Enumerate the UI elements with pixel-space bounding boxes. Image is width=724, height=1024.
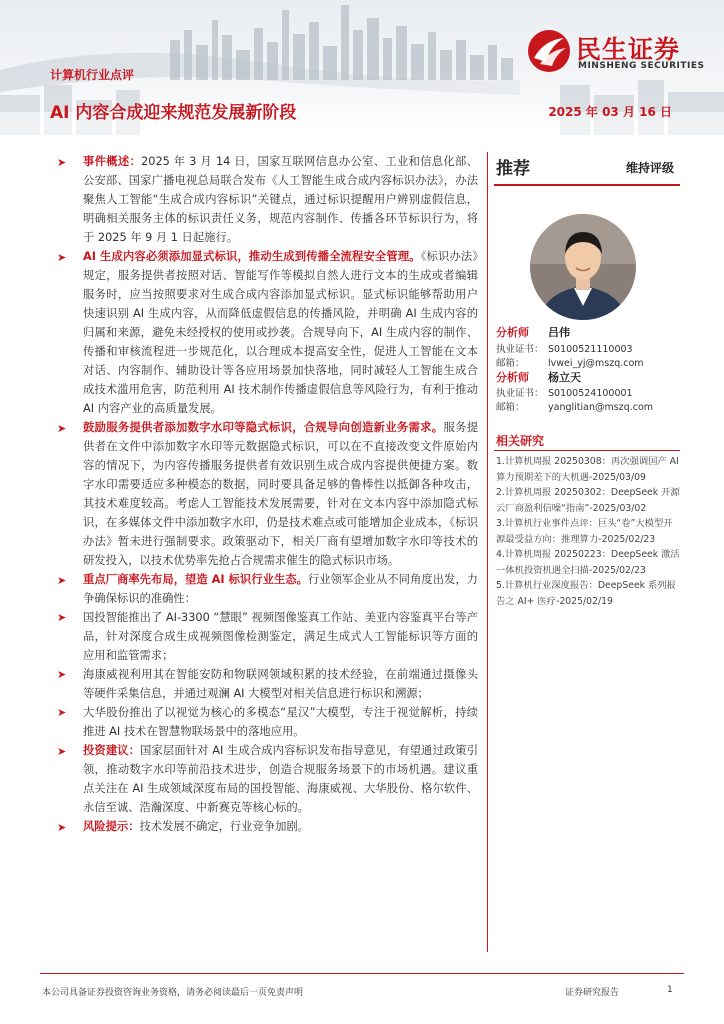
analyst-role: 分析师: [496, 371, 529, 384]
related-research-item[interactable]: 1.计算机周报 20250308：再次强调国产 AI 算力预期差下的大机遇-2025/03/09: [496, 456, 679, 483]
arrow-bullet-icon: ➤: [57, 422, 67, 435]
logo-chinese-name: 民生证券: [576, 35, 681, 64]
cert-number: S0100521110003: [548, 344, 633, 355]
analyst-1-cert-row: [496, 341, 633, 355]
paragraph-text: 技术发展不确定，行业竞争加剧。: [139, 820, 309, 833]
report-date: 2025 年 03 月 16 日: [548, 105, 672, 119]
logo-english-name: MINSHENG SECURITIES: [578, 61, 705, 71]
arrow-bullet-icon: ➤: [57, 611, 67, 624]
analyst-photo: [530, 214, 636, 320]
footer-disclaimer: 本公司具备证券投资咨询业务资格，请务必阅读最后一页免责声明: [42, 988, 304, 998]
sub-item-guotou: [53, 608, 478, 665]
column-divider: [487, 152, 488, 952]
report-category: 计算机行业点评: [50, 68, 135, 82]
analyst-2-email-row: [496, 399, 653, 413]
footer-divider: [40, 973, 684, 974]
arrow-bullet-icon: ➤: [57, 668, 67, 681]
paragraph-key-vendors: [53, 570, 478, 608]
cert-number: S0100524100001: [548, 388, 633, 399]
minsheng-logo-icon: [526, 28, 572, 74]
related-research-item[interactable]: 5.计算机行业深度报告：DeepSeek 系列报告之 AI+ 医疗-2025/02/19: [496, 580, 676, 607]
related-research-item[interactable]: 2.计算机周报 20250302：DeepSeek 开源云厂商盈利信噪“指南”-2025/03/02: [496, 487, 680, 514]
sub-item-dahua: [53, 703, 478, 741]
paragraph-label: 事件概述：: [83, 155, 142, 168]
analyst-2-name-row: [496, 369, 581, 385]
paragraph-text: 国家层面针对 AI 生成合成内容标识发布指导意见，有望通过政策引领，推动数字水印等前沿技术进步，创造合规服务场景下的市场机遇。建议重点关注在 AI 生成领域深度布局的国投智能、海康威视、大华股份、格尔软件、永信至诚、浩瀚深度、中新赛克等核心标的。: [83, 744, 478, 814]
analyst-name: 吕伟: [548, 326, 570, 339]
company-logo: [526, 28, 706, 78]
analyst-email[interactable]: yanglitian@mszq.com: [548, 402, 654, 413]
paragraph-text: 服务提供者在文件中添加数字水印等元数据隐式标识，可以在不直接改变文件原始内容的情况下，为内容传播服务提供者有效识别生成合成内容提供便捷方案。数字水印需要适应多种模态的数据，同时要具备足够的鲁棒性以抵御各种攻击，其技术难度较高。考虑人工智能技术发展需要，针对在文本内容中添加隐式标识，在多媒体文件中添加数字水印，仍是技术难点或可能增加企业成本，《标识办法》暂未进行强制要求。政策驱动下，相关厂商有望增加数字水印等技术的研发投入，以技术优势率先抢占合规需求催生的隐式标识市场。: [83, 421, 478, 567]
report-header: [0, 0, 724, 135]
email-label: 邮箱：: [496, 358, 525, 369]
arrow-bullet-icon: ➤: [57, 156, 67, 169]
analyst-portrait-image: [530, 214, 636, 320]
paragraph-watermark: [53, 418, 478, 570]
recommendation: 推荐: [496, 159, 530, 179]
sidebar: [494, 152, 680, 607]
report-body: [53, 152, 478, 836]
arrow-bullet-icon: ➤: [57, 574, 67, 587]
related-research-title: 相关研究: [496, 434, 545, 448]
paragraph-label: 重点厂商率先布局，望造 AI 标识行业生态。: [83, 573, 308, 586]
sub-item-text: 大华股份推出了以视觉为核心的多模态“星汉”大模型，专注于视觉解析，持续推进 AI 技术在智慧物联场景中的落地应用。: [83, 706, 478, 738]
paragraph-investment-advice: [53, 741, 478, 817]
page-number: 1: [667, 985, 673, 995]
arrow-bullet-icon: ➤: [57, 706, 67, 719]
cert-label: 执业证书：: [496, 388, 544, 399]
paragraph-text: 《标识办法》规定，服务提供者按照对话、智能写作等模拟自然人进行文本的生成或者编辑服务时，应当按照要求对生成合成内容添加显式标识。显式标识能够帮助用户快速识别 AI 生成内容，从而降低虚假信息的传播风险，并明确 AI 生成内容的归属和来源，避免未经授权的使用或抄袭。合规导向下，AI 生成内容的制作、传播和审核流程进一步规范化，以合理成本提高安全性，促进人工智能在文本对话、内容制作、辅助设计等各应用场景加快落地，同时减轻人工智能生成合成技术滥用危害，防范利用 AI 技术制作传播虚假信息等风险行为，有利于推动 AI 内容产业的高质量发展。: [83, 250, 478, 415]
paragraph-label: AI 生成内容必须添加显式标识，推动生成到传播全流程安全管理。: [83, 250, 421, 263]
footer-report-type: 证券研究报告: [565, 988, 620, 998]
email-label: 邮箱：: [496, 402, 525, 413]
related-research-item[interactable]: 3.计算机行业事件点评：巨头“卷”大模型开源最受益方向：推理算力-2025/02/23: [496, 518, 673, 545]
related-research-item[interactable]: 4.计算机周报 20250223：DeepSeek 激活一体机投资机遇全扫描-2025/02/23: [496, 549, 680, 576]
analyst-name: 杨立天: [548, 371, 581, 384]
paragraph-label: 鼓励服务提供者添加数字水印等隐式标识，合规导向创造新业务需求。: [83, 421, 444, 434]
arrow-bullet-icon: ➤: [57, 821, 67, 834]
paragraph-text: 行业领军企业从不同角度出发，力争确保标识的准确性：: [83, 573, 478, 605]
related-research-list: [496, 454, 680, 609]
report-title: AI 内容合成迎来规范发展新阶段: [50, 103, 297, 123]
arrow-bullet-icon: ➤: [57, 745, 67, 758]
sub-item-hikvision: [53, 665, 478, 703]
rating-row: [494, 152, 680, 186]
analyst-2-cert-row: [496, 385, 633, 399]
sub-item-text: 海康威视利用其在智能安防和物联网领域积累的技术经验，在前端通过摄像头等硬件采集信息，并通过观澜 AI 大模型对相关信息进行标识和溯源；: [83, 668, 478, 700]
analyst-1-name-row: [496, 324, 570, 340]
paragraph-label: 投资建议：: [83, 744, 141, 757]
paragraph-risk-warning: [53, 817, 478, 836]
cert-label: 执业证书：: [496, 344, 544, 355]
paragraph-event-summary: [53, 152, 478, 247]
paragraph-explicit-labeling: [53, 247, 478, 418]
analyst-email[interactable]: lvwei_yj@mszq.com: [548, 358, 644, 369]
sub-item-text: 国投智能推出了 AI-3300 “慧眼” 视频图像鉴真工作站、美亚内容鉴真平台等产品，针对深度合成生成视频图像检测鉴定，满足生成式人工智能标识等方面的应用和监管需求；: [83, 611, 478, 662]
paragraph-label: 风险提示：: [83, 820, 140, 833]
paragraph-text: 2025 年 3 月 14 日，国家互联网信息办公室、工业和信息化部、公安部、国家广播电视总局联合发布《人工智能生成合成内容标识办法》，办法聚焦人工智能“生成合成内容标识”关键点，通过标识提醒用户辨别虚假信息，明确相关服务主体的标识责任义务，规范内容制作、传播各环节标识行为，将于 2025 年 9 月 1 日起施行。: [83, 155, 478, 244]
arrow-bullet-icon: ➤: [57, 251, 67, 264]
analyst-1-email-row: [496, 355, 644, 369]
rating-status: 维持评级: [625, 161, 674, 175]
analyst-role: 分析师: [496, 326, 529, 339]
related-research-divider: [494, 450, 680, 451]
